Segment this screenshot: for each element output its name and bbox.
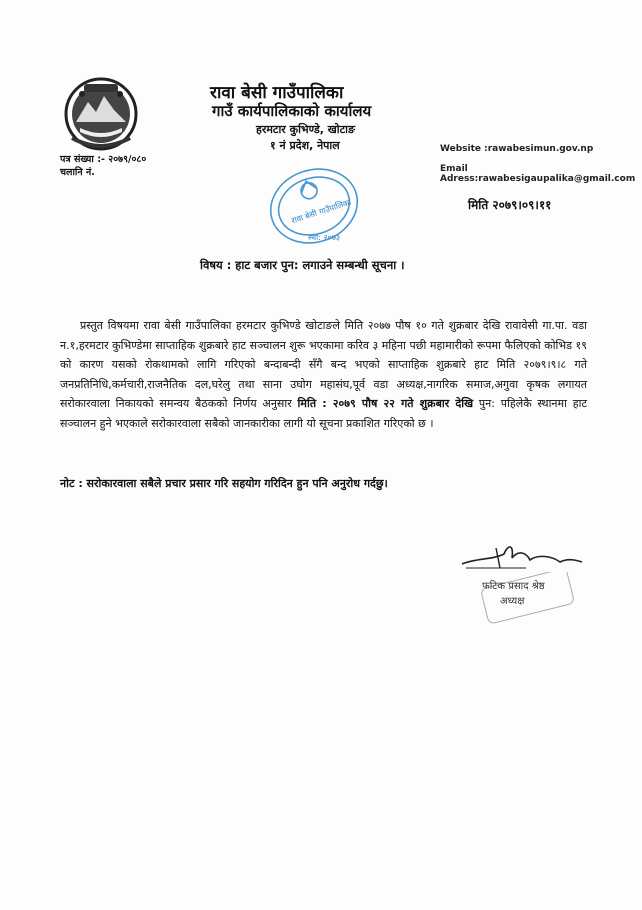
office-seal-stamp (262, 160, 366, 252)
government-emblem-icon (62, 72, 140, 156)
email-text: Email Adress:rawabesigaupalika@gmail.com (440, 164, 636, 184)
signatory-name: फटिक प्रसाद श्रेष्ठ (482, 581, 545, 592)
office-subtitle: गाउँ कार्यपालिकाको कार्यालय (212, 102, 372, 120)
body-text-bold: मिति : २०७९ पौष २२ गते शुक्रबार देखि (297, 397, 474, 410)
signature-mark (456, 540, 586, 574)
stamp-text-line1: रावा बेसी गाउँपालिका (290, 197, 353, 226)
letter-body (60, 316, 587, 433)
office-address: हरमटार कुभिण्डे, खोटाङ (256, 123, 356, 136)
office-province: १ नं प्रदेश, नेपाल (270, 139, 340, 152)
dispatch-number: चलानि नं. (60, 167, 95, 178)
letter-note: नोट : सरोकारवाला सबैले प्रचार प्रसार गरि सहयोग गरिदिन हुन पनि अनुरोध गर्दछु। (60, 477, 388, 490)
stamp-text-line2: स्था: २०७३ (308, 233, 341, 242)
website-text: Website :rawabesimun.gov.np (440, 144, 594, 154)
body-text-part1: प्रस्तुत विषयमा रावा बेसी गाउँपालिका हरमटार कुभिण्डे खोटाङले मिति २०७७ पौष १० गते शुक्रबार देखि रावावेसी गा.पा. वडा न.१,हरमटार कुभिण्डेमा साप्ताहिक शुक्रबारे हाट सञ्चालन शुरू भएकामा करिव ३ महिना पछी महामारीको रूपमा फैलिएको कोभिड १९ को कारण यसको रोकथामको लागि गरिएको बन्दाबन्दी सँगै बन्द भएको साप्ताहिक शुक्रबारे हाट मिति २०७९।९।८ गते जनप्रतिनिधि,कर्मचारी,राजनैतिक दल,घरेलु तथा साना उघोग महासंघ,पूर्व वडा अध्यक्ष,नागरिक समाज,अगुवा कृषक लगायत सरोकारवाला निकायको समन्वय बैठकको निर्णय अनुसार (60, 319, 587, 410)
letter-subject: विषय : हाट बजार पुन: लगाउने सम्बन्धी सूचना । (200, 258, 405, 272)
letter-number: पत्र संख्या :- २०७९/०८० (60, 154, 147, 165)
letter-date: मिति २०७९।०९।११ (468, 198, 552, 212)
signatory-title: अध्यक्ष (500, 596, 525, 607)
body-text-part2: पुन: पहिलेकै स्थानमा हाट सञ्चालन हुने भएकाले सरोकारवाला सबैको जानकारीका लागी यो सूचना प्रकाशित गरिएको छ । (60, 397, 588, 430)
office-title: रावा बेसी गाउँपालिका (210, 83, 344, 103)
